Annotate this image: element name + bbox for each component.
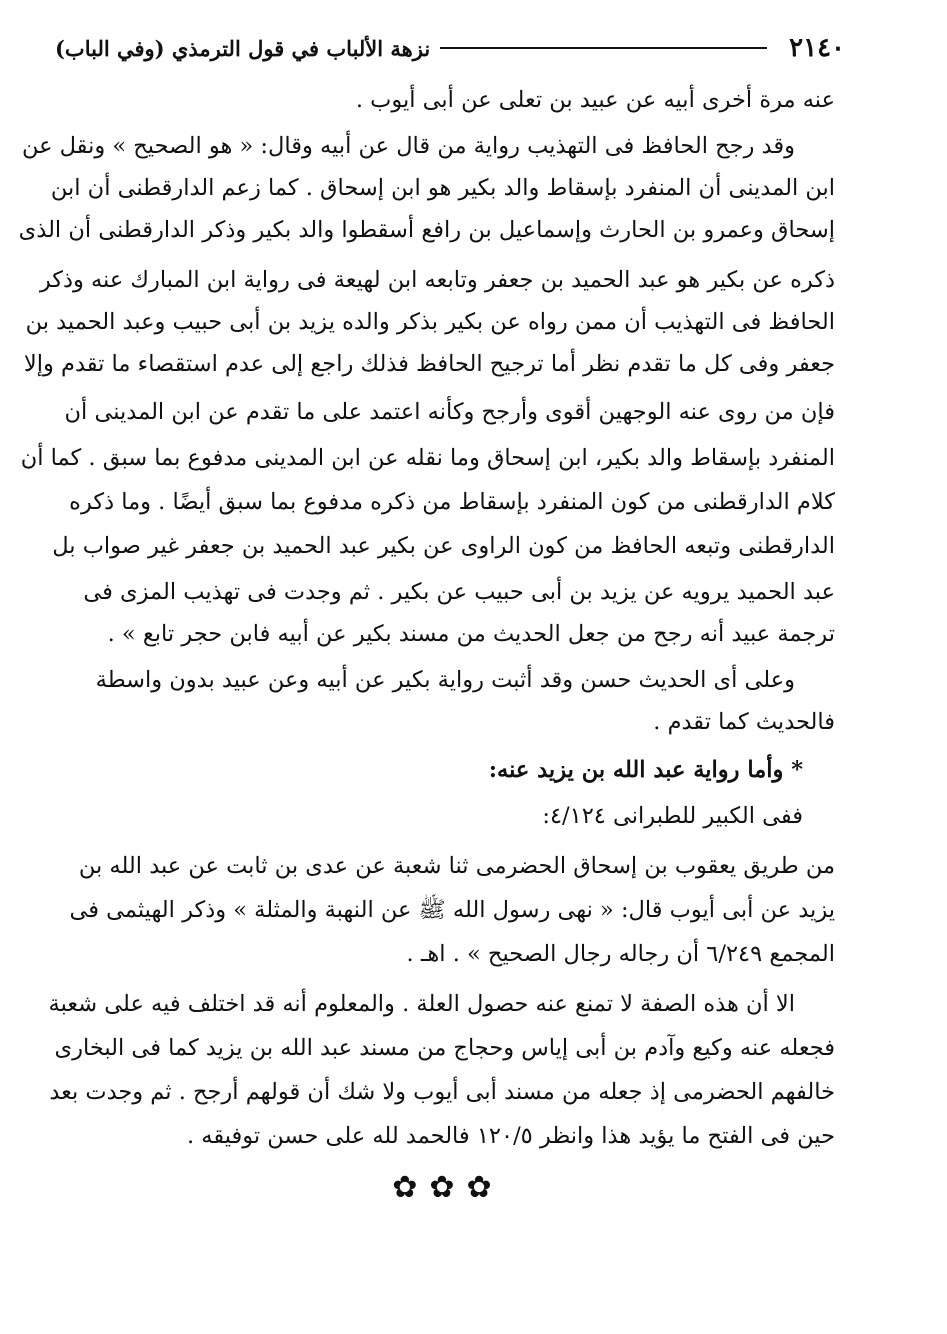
page-header bbox=[55, 28, 845, 68]
section-heading: * وأما رواية عبد الله بن يزيد عنه: bbox=[488, 757, 803, 783]
text-line: عبد الحميد يرويه عن يزيد بن أبى حبيب عن بكير . ثم وجدت فى تهذيب المزى فى bbox=[83, 579, 835, 605]
text-line: عنه مرة أخرى أبيه عن عبيد بن تعلى عن أبى أيوب . bbox=[355, 87, 835, 113]
text-line: فجعله عنه وكيع وآدم بن أبى إياس وحجاج من مسند عبد الله بن يزيد كما فى البخارى bbox=[54, 1035, 835, 1061]
page-number: ٢١٤٠ bbox=[789, 33, 845, 63]
text-line: ذكره عن بكير هو عبد الحميد بن جعفر وتابعه ابن لهيعة فى رواية ابن المبارك عنه وذكر bbox=[39, 267, 835, 293]
text-line: يزيد عن أبى أيوب قال: « نهى رسول الله ﷺ عن النهبة والمثلة » وذكر الهيثمى فى bbox=[69, 897, 835, 923]
text-line: ابن المدينى أن المنفرد بإسقاط والد بكير هو ابن إسحاق . كما زعم الدارقطنى أن ابن bbox=[50, 175, 835, 201]
text-line: الا أن هذه الصفة لا تمنع عنه حصول العلة . والمعلوم أنه قد اختلف فيه على شعبة bbox=[48, 991, 795, 1017]
text-line: إسحاق وعمرو بن الحارث وإسماعيل بن رافع أسقطوا والد بكير وذكر الدارقطنى أن الذى bbox=[18, 217, 835, 243]
section-ornament: ✿✿✿ bbox=[392, 1170, 504, 1205]
text-line: جعفر وفى كل ما تقدم نظر أما ترجيح الحافظ فذلك راجع إلى عدم استقصاء ما تقدم وإلا bbox=[23, 351, 835, 377]
text-line: المنفرد بإسقاط والد بكير، ابن إسحاق وما نقله عن ابن المدينى مدفوع بما سبق . كما أن bbox=[20, 445, 835, 471]
text-line: فالحديث كما تقدم . bbox=[653, 709, 835, 735]
text-line: وقد رجح الحافظ فى التهذيب رواية من قال عن أبيه وقال: « هو الصحيح » ونقل عن bbox=[21, 133, 795, 159]
text-line: خالفهم الحضرمى إذ جعله من مسند أبى أيوب ولا شك أن قولهم أرجح . ثم وجدت بعد bbox=[49, 1079, 835, 1105]
text-line: ففى الكبير للطبرانى ٤/١٢٤: bbox=[542, 803, 803, 829]
header-rule bbox=[440, 47, 767, 49]
text-line: ترجمة عبيد أنه رجح من جعل الحديث من مسند بكير عن أبيه فابن حجر تابع » . bbox=[107, 621, 835, 647]
running-title: نزهة الألباب في قول الترمذي (وفي الباب) bbox=[55, 35, 431, 61]
text-line: من طريق يعقوب بن إسحاق الحضرمى ثنا شعبة عن عدى بن ثابت عن عبد الله بن bbox=[78, 853, 835, 879]
text-line: وعلى أى الحديث حسن وقد أثبت رواية بكير عن أبيه وعن عبيد بدون واسطة bbox=[95, 667, 795, 693]
text-line: فإن من روى عنه الوجهين أقوى وأرجح وكأنه اعتمد على ما تقدم عن ابن المدينى أن bbox=[64, 399, 835, 425]
text-line: الدارقطنى وتبعه الحافظ من كون الراوى عن بكير عبد الحميد بن جعفر غير صواب بل bbox=[52, 533, 835, 559]
text-line: الحافظ فى التهذيب أن ممن رواه عن بكير بذكر والده يزيد بن أبى حبيب وعبد الحميد بن bbox=[25, 309, 835, 335]
text-line: حين فى الفتح ما يؤيد هذا وانظر ١٢٠/٥ فالحمد لله على حسن توفيقه . bbox=[186, 1123, 835, 1149]
text-line: المجمع ٦/٢٤٩ أن رجاله رجال الصحيح » . اهـ . bbox=[406, 941, 835, 967]
text-line: كلام الدارقطنى من كون المنفرد بإسقاط من ذكره مدفوع بما سبق أيضًا . وما ذكره bbox=[69, 489, 835, 515]
